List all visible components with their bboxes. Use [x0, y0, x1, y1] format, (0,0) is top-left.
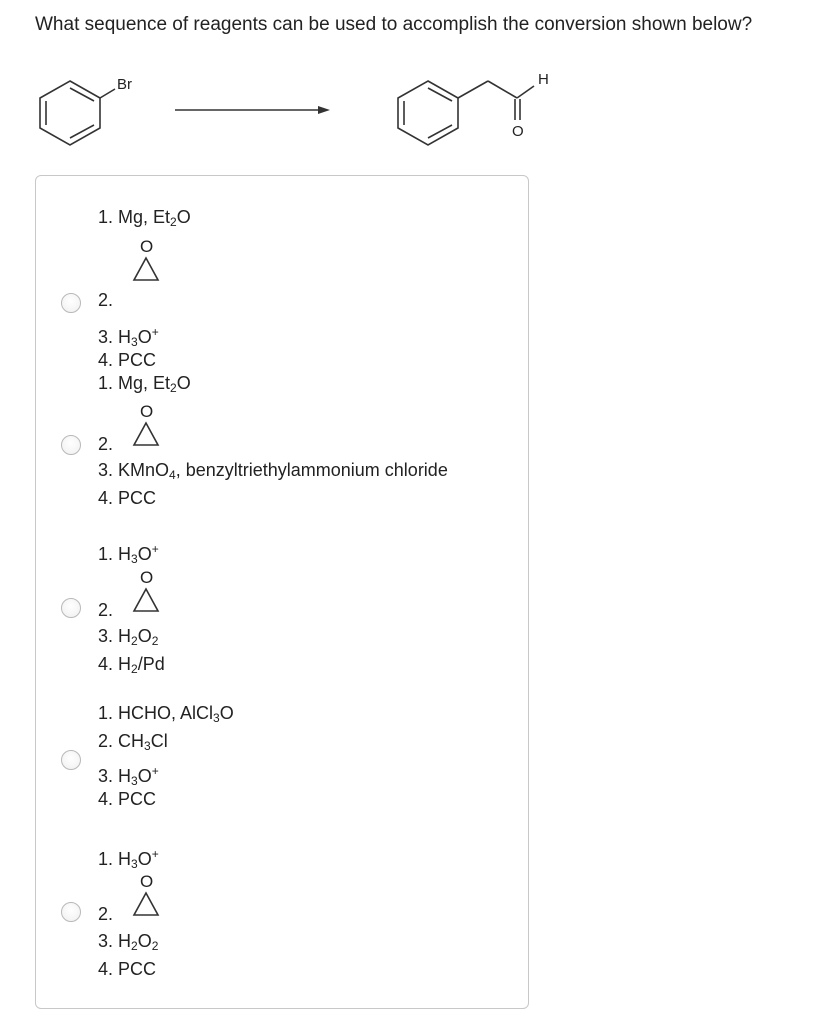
step-number: 4.	[98, 350, 119, 370]
step-text: /Pd	[137, 654, 165, 674]
step-subscript: 3	[131, 774, 138, 788]
reaction-arrow	[175, 106, 330, 114]
option-3-step-4	[98, 653, 165, 680]
option-1-step-4	[98, 349, 156, 371]
step-text: O	[137, 931, 152, 951]
step-text: H	[118, 766, 132, 786]
question-text: What sequence of reagents can be used to accomplish the conversion shown below?	[35, 14, 753, 35]
option-1-step-2	[98, 289, 113, 311]
answer-options-panel	[35, 175, 529, 1009]
step-text: Mg, Et	[118, 373, 171, 393]
step-subscript: 2	[131, 662, 138, 676]
option-2-step-2	[98, 433, 113, 455]
step-text: HCHO, AlCl	[118, 703, 214, 723]
step-number: 2.	[98, 290, 114, 310]
step-text: KMnO	[118, 460, 170, 480]
step-text: O	[137, 626, 152, 646]
svg-text:O: O	[140, 568, 154, 587]
option-3-step-3	[98, 625, 158, 652]
step-number: 2.	[98, 434, 114, 454]
step-subscript: 3	[144, 739, 151, 753]
option-2-step-3	[98, 459, 448, 486]
step-text: PCC	[118, 959, 157, 979]
step-number: 4.	[98, 488, 119, 508]
step-number: 2.	[98, 600, 114, 620]
step-number: 3.	[98, 931, 119, 951]
step-subscript: 2	[131, 939, 138, 953]
step-number: 1.	[98, 544, 119, 564]
option-5-step-4	[98, 958, 156, 980]
step-subscript: 2	[151, 634, 159, 648]
step-number: 3.	[98, 766, 119, 786]
step-text: PCC	[118, 350, 157, 370]
option-2-step-1	[98, 372, 191, 399]
step-text: O	[137, 327, 152, 347]
step-text: H	[118, 626, 132, 646]
step-superscript: +	[151, 764, 159, 778]
step-number: 1.	[98, 703, 119, 723]
option-4-step-4	[98, 788, 156, 810]
step-text: H	[118, 849, 132, 869]
step-subscript: 4	[169, 468, 176, 482]
product-o-label: O	[512, 123, 524, 140]
step-number: 1.	[98, 207, 119, 227]
step-text: O	[137, 544, 152, 564]
step-subscript: 2	[170, 215, 177, 229]
option-3-step-2	[98, 599, 113, 621]
step-number: 3.	[98, 327, 119, 347]
step-subscript: 3	[131, 552, 138, 566]
reactant-ch2-bond	[100, 89, 115, 98]
option-4-radio[interactable]	[61, 750, 81, 770]
product-h-label: H	[538, 71, 549, 88]
step-number: 1.	[98, 373, 119, 393]
step-text: H	[118, 327, 132, 347]
step-text: O	[219, 703, 234, 723]
reactant-benzene-ring	[40, 81, 100, 145]
svg-text:O: O	[140, 872, 154, 891]
step-text: H	[118, 544, 132, 564]
svg-text:O: O	[140, 402, 154, 421]
step-superscript: +	[151, 542, 159, 556]
step-text: O	[176, 207, 191, 227]
step-text: PCC	[118, 789, 157, 809]
step-subscript: 3	[131, 335, 138, 349]
option-5-radio[interactable]	[61, 902, 81, 922]
step-superscript: +	[151, 325, 159, 339]
option-2-step-4	[98, 487, 156, 509]
step-superscript: +	[151, 847, 159, 861]
option-5-step-2	[98, 903, 113, 925]
option-5-step-3	[98, 930, 158, 957]
option-1-radio[interactable]	[61, 293, 81, 313]
step-subscript: 2	[131, 634, 138, 648]
option-1-step-1	[98, 206, 191, 233]
step-text: Cl	[150, 731, 168, 751]
step-number: 4.	[98, 959, 119, 979]
step-text: H	[118, 654, 132, 674]
step-text: CH	[118, 731, 145, 751]
option-4-step-2	[98, 730, 168, 757]
option-4-step-1	[98, 702, 234, 729]
product-side-chain	[458, 81, 534, 120]
product-benzene-ring	[398, 81, 458, 145]
step-subscript: 3	[213, 711, 220, 725]
step-subscript: 3	[131, 857, 138, 871]
step-number: 2.	[98, 904, 114, 924]
step-text: H	[118, 931, 132, 951]
step-text: PCC	[118, 488, 157, 508]
step-text: O	[137, 766, 152, 786]
step-number: 4.	[98, 654, 119, 674]
epoxide-structure-icon	[128, 234, 168, 309]
step-subscript: 2	[151, 939, 159, 953]
step-number: 4.	[98, 789, 119, 809]
step-text: O	[137, 849, 152, 869]
svg-text:O: O	[140, 237, 154, 256]
option-3-radio[interactable]	[61, 598, 81, 618]
step-text: Mg, Et	[118, 207, 171, 227]
step-number: 2.	[98, 731, 119, 751]
step-text: , benzyltriethylammonium chloride	[175, 460, 448, 480]
reactant-br-label: Br	[117, 76, 132, 93]
step-number: 3.	[98, 460, 119, 480]
reaction-scheme	[0, 0, 823, 180]
step-number: 3.	[98, 626, 119, 646]
step-subscript: 2	[170, 381, 177, 395]
option-2-radio[interactable]	[61, 435, 81, 455]
step-text: O	[176, 373, 191, 393]
step-number: 1.	[98, 849, 119, 869]
